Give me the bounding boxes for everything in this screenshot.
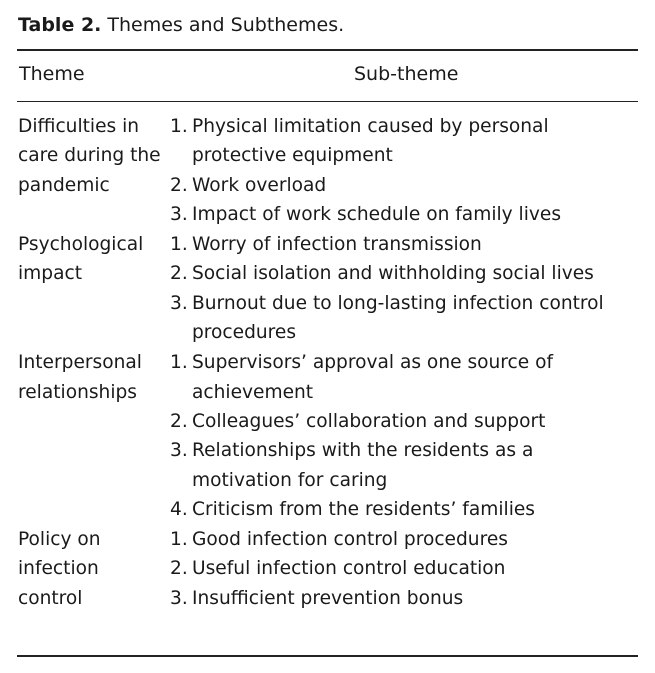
table-row — [18, 112, 638, 229]
subtheme-cell — [170, 230, 638, 347]
subtheme-text: Worry of infection transmission — [192, 234, 482, 256]
subtheme-item — [170, 230, 626, 259]
subtheme-item — [170, 171, 626, 200]
table-row — [18, 525, 638, 613]
subtheme-item — [170, 348, 626, 407]
subtheme-text: Supervisors’ approval as one source of achievement — [192, 352, 554, 403]
subtheme-text: Physical limitation caused by personal protective equipment — [192, 116, 549, 167]
subtheme-item — [170, 200, 626, 229]
subtheme-number: 1. — [170, 116, 188, 137]
theme-cell: Policy on infection control — [18, 529, 101, 609]
subtheme-text: Burnout due to long-lasting infection control procedures — [192, 292, 604, 344]
table-row — [18, 348, 638, 524]
subtheme-number: 1. — [170, 529, 188, 551]
table-body — [18, 112, 638, 614]
theme-cell: Interpersonal relationships — [18, 352, 142, 403]
bottom-rule — [17, 655, 638, 657]
subtheme-number: 1. — [170, 352, 188, 374]
subtheme-item — [170, 407, 626, 436]
theme-cell: Difficulties in care during the pandemic — [18, 116, 161, 196]
subtheme-cell — [170, 112, 638, 229]
subtheme-text: Social isolation and withholding social lives — [192, 263, 594, 285]
subtheme-item — [170, 112, 626, 171]
subtheme-number: 2. — [170, 263, 188, 285]
subtheme-number: 3. — [170, 292, 188, 314]
subtheme-item — [170, 289, 626, 348]
subtheme-item — [170, 495, 626, 524]
subtheme-number: 3. — [170, 203, 188, 225]
subtheme-text: Relationships with the residents as a motivation for caring — [192, 440, 534, 491]
theme-cell: Psychological impact — [18, 234, 144, 285]
subtheme-number: 3. — [170, 587, 188, 609]
subtheme-number: 3. — [170, 440, 188, 462]
subtheme-text: Colleagues’ collaboration and support — [192, 410, 546, 432]
subtheme-item — [170, 525, 626, 554]
subtheme-number: 2. — [170, 558, 188, 580]
header-rule — [17, 101, 638, 102]
header-theme: Theme — [19, 63, 85, 85]
table-title: Themes and Subthemes. — [107, 14, 345, 36]
table-caption — [18, 14, 344, 36]
subtheme-text: Useful infection control education — [192, 558, 506, 580]
subtheme-number: 4. — [170, 498, 188, 520]
subtheme-text: Work overload — [192, 174, 327, 196]
subtheme-text: Insufficient prevention bonus — [192, 587, 464, 609]
subtheme-cell — [170, 525, 638, 613]
top-rule — [17, 49, 638, 51]
table-row — [18, 230, 638, 347]
subtheme-item — [170, 259, 626, 288]
subtheme-text: Criticism from the residents’ families — [192, 498, 535, 520]
subtheme-text: Impact of work schedule on family lives — [192, 203, 562, 225]
subtheme-cell — [170, 348, 638, 524]
subtheme-text: Good infection control procedures — [192, 529, 508, 551]
subtheme-item — [170, 436, 626, 495]
subtheme-number: 2. — [170, 410, 188, 432]
subtheme-item — [170, 554, 626, 583]
table-label: Table 2. — [18, 14, 102, 36]
header-subtheme: Sub-theme — [354, 63, 459, 85]
subtheme-item — [170, 584, 626, 613]
subtheme-number: 2. — [170, 174, 188, 196]
subtheme-number: 1. — [170, 234, 188, 256]
